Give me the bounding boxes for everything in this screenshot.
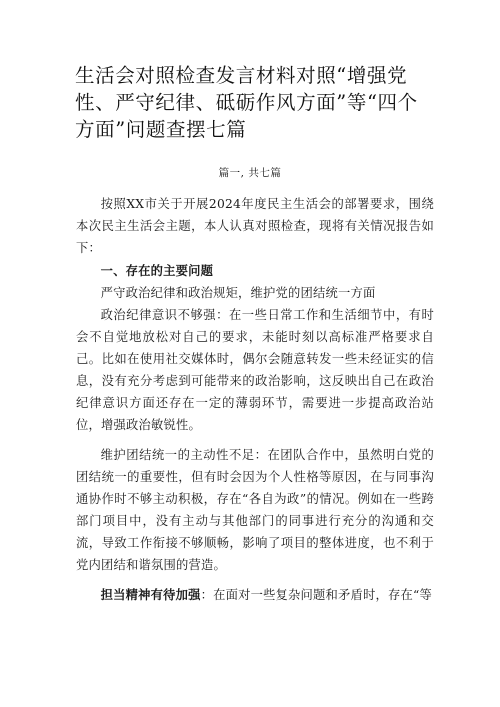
document-title: 生活会对照检查发言材料对照“增强党性、严守纪律、砥砺作风方面”等“四个方面”问题查摆七篇 xyxy=(75,64,418,141)
intro-paragraph: 按照XX市关于开展2024年度民主生活会的部署要求，围绕本次民主生活会主题，本人认真对照检查，现将有关情况报告如下： xyxy=(76,197,434,255)
section-heading: 一、存在的主要问题 xyxy=(100,263,214,278)
document-body xyxy=(76,193,434,606)
body-paragraph-partial xyxy=(76,584,434,606)
paragraph-rest: ：在面对一些复杂问题和矛盾时，存在“等 xyxy=(200,588,433,602)
body-paragraph: 政治纪律意识不够强：在一些日常工作和生活细节中，有时会不自觉地放松对自己的要求，未能时刻以高标准严格要求自己。比如在使用社交媒体时，偶尔会随意转发一些未经证实的信息，没有充分考虑到可能带来的政治影响，这反映出自己在政治纪律意识方面还存在一定的薄弱环节，需要进一步提高政治站位，增强政治敏锐性。 xyxy=(76,308,434,432)
paragraph-lead: 担当精神有待加强 xyxy=(100,587,201,602)
body-paragraph: 维护团结统一的主动性不足：在团队合作中，虽然明白党的团结统一的重要性，但有时会因为个人性格等原因，在与同事沟通协作时不够主动积极，存在“各自为政”的情况。例如在一些跨部门项目中，没有主动与其他部门的同事进行充分的沟通和交流，导致工作衔接不够顺畅，影响了项目的整体进度，也不利于党内团结和谐氛围的营造。 xyxy=(76,448,434,572)
document-subtitle: 篇一, 共七篇 xyxy=(218,167,282,179)
subsection-heading: 严守政治纪律和政治规矩，维护党的团结统一方面 xyxy=(100,286,376,300)
